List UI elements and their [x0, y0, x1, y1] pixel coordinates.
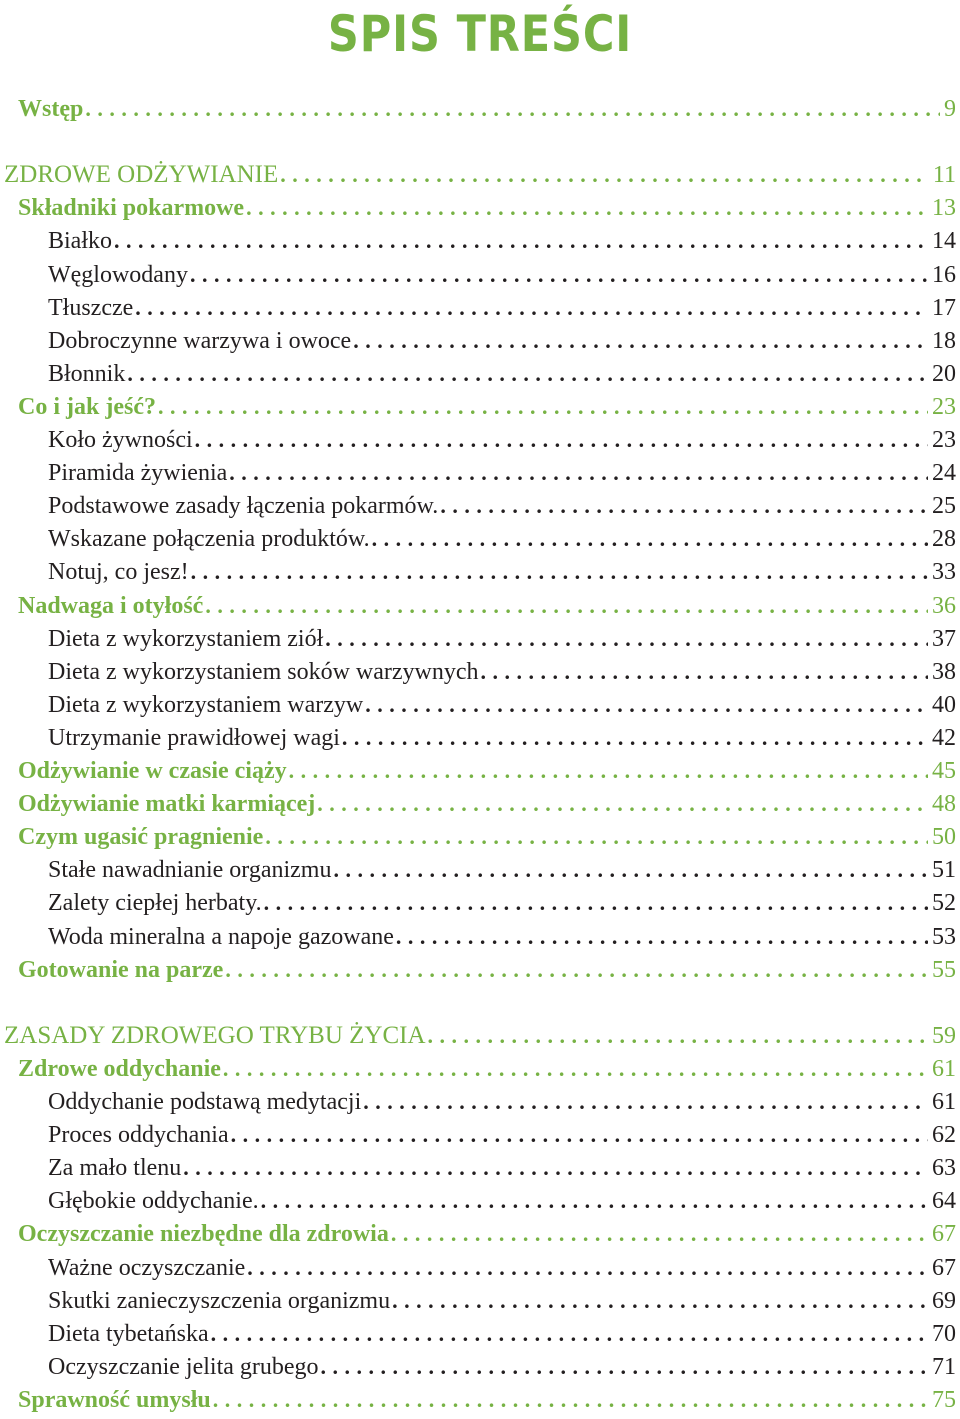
toc-entry-page-number: 70	[932, 1320, 956, 1347]
toc-entry[interactable]	[0, 456, 956, 489]
toc-entry[interactable]	[0, 92, 956, 125]
toc-entry[interactable]	[0, 258, 956, 291]
toc-entry-label: Wstęp	[18, 96, 84, 122]
dot-leader	[392, 1284, 928, 1317]
toc-entry[interactable]	[0, 655, 956, 688]
toc-entry-label: Notuj, co jesz!	[48, 559, 189, 586]
dot-leader	[481, 655, 928, 688]
toc-entry-label: Błonnik	[48, 360, 126, 387]
toc-entry-page-number: 9	[944, 96, 956, 122]
toc-entry-label: Dobroczynne warzywa i owoce	[48, 327, 352, 354]
dot-leader	[342, 721, 928, 754]
toc-entry[interactable]	[0, 589, 956, 622]
toc-entry-label: Odżywianie matki karmiącej	[18, 791, 316, 818]
toc-entry-page-number: 59	[932, 1022, 956, 1049]
toc-entry-label: ZDROWE ODŻYWIANIE	[4, 161, 279, 189]
toc-entry-page-number: 25	[932, 493, 956, 520]
toc-entry-label: Koło żywności	[48, 427, 193, 453]
dot-leader	[225, 953, 928, 986]
toc-entry-label: Zalety ciepłej herbaty.	[48, 890, 262, 917]
dot-leader	[229, 456, 928, 489]
dot-leader	[195, 423, 928, 456]
toc-entry-page-number: 62	[932, 1122, 956, 1149]
toc-entry[interactable]	[0, 357, 956, 390]
toc-entry-page-number: 23	[932, 427, 956, 453]
toc-entry-page-number: 18	[932, 327, 956, 354]
toc-entry-page-number: 14	[932, 228, 956, 255]
toc-entry-page-number: 52	[932, 890, 956, 917]
toc-entry[interactable]	[0, 721, 956, 754]
toc-entry[interactable]	[0, 920, 956, 953]
toc-entry[interactable]	[0, 1085, 956, 1118]
toc-entry-label: Głębokie oddychanie.	[48, 1188, 259, 1215]
toc-entry-page-number: 75	[932, 1386, 956, 1413]
toc-entry-page-number: 11	[932, 162, 956, 189]
dot-leader	[231, 1118, 928, 1151]
toc-entry[interactable]	[0, 555, 956, 588]
toc-entry-page-number: 42	[932, 724, 956, 751]
toc-entry-page-number: 64	[932, 1188, 956, 1215]
toc-entry-page-number: 50	[932, 824, 956, 851]
toc-entry-page-number: 23	[932, 393, 956, 420]
dot-leader	[213, 1383, 928, 1416]
toc-entry-page-number: 40	[932, 691, 956, 718]
toc-entry[interactable]	[0, 1284, 956, 1317]
toc-entry[interactable]	[0, 688, 956, 721]
toc-entry-label: Wskazane połączenia produktów.	[48, 526, 370, 553]
toc-entry-page-number: 61	[932, 1089, 956, 1115]
toc-entry[interactable]	[0, 787, 956, 820]
dot-leader	[280, 158, 929, 191]
toc-entry-label: Skutki zanieczyszczenia organizmu	[48, 1287, 391, 1314]
dot-leader	[205, 589, 928, 622]
toc-entry-label: Sprawność umysłu	[18, 1386, 211, 1413]
dot-leader	[325, 622, 928, 655]
toc-entry-label: Dieta tybetańska	[48, 1320, 209, 1347]
toc-entry[interactable]	[0, 1251, 956, 1284]
toc-entry[interactable]	[0, 1184, 956, 1217]
toc-entry-page-number: 48	[932, 791, 956, 818]
toc-entry[interactable]	[0, 953, 956, 986]
toc-entry[interactable]	[0, 1019, 956, 1052]
toc-entry-label: Białko	[48, 228, 112, 255]
toc-entry-label: Co i jak jeść?	[18, 393, 156, 420]
toc-entry-label: Węglowodany	[48, 261, 188, 288]
toc-entry[interactable]	[0, 754, 956, 787]
dot-leader	[223, 1052, 928, 1085]
toc-entry-page-number: 28	[932, 526, 956, 553]
toc-entry-label: Odżywianie w czasie ciąży	[18, 758, 287, 784]
dot-leader	[127, 357, 928, 390]
toc-entry-page-number: 17	[932, 294, 956, 321]
dot-leader	[365, 688, 928, 721]
page-title: SPIS TREŚCI	[327, 5, 633, 63]
toc-entry-label: Oddychanie podstawą medytacji	[48, 1089, 362, 1115]
toc-entry-label: Podstawowe zasady łączenia pokarmów.	[48, 493, 439, 520]
toc-entry[interactable]	[0, 853, 956, 886]
toc-entry[interactable]	[0, 1217, 956, 1250]
toc-entry[interactable]	[0, 1383, 956, 1416]
dot-leader	[372, 522, 928, 555]
dot-leader	[261, 1184, 928, 1217]
toc-entry-label: Czym ugasić pragnienie	[18, 824, 264, 851]
toc-entry[interactable]	[0, 390, 956, 423]
dot-leader	[428, 1019, 928, 1052]
dot-leader	[211, 1317, 928, 1350]
toc-entry[interactable]	[0, 1350, 956, 1383]
toc-entry-page-number: 16	[932, 261, 956, 288]
toc-entry[interactable]	[0, 191, 956, 224]
toc-entry-page-number: 45	[932, 758, 956, 784]
toc-entry-page-number: 71	[932, 1353, 956, 1380]
toc-entry[interactable]	[0, 291, 956, 324]
dot-leader	[191, 555, 928, 588]
dot-leader	[246, 191, 928, 224]
dot-leader	[264, 886, 928, 919]
toc-entry-label: Oczyszczanie jelita grubego	[48, 1353, 319, 1380]
toc-entry-label: Dieta z wykorzystaniem warzyw	[48, 691, 364, 718]
toc-entry-page-number: 38	[932, 658, 956, 685]
toc-entry-label: Gotowanie na parze	[18, 956, 224, 983]
toc-entry-label: Proces oddychania	[48, 1122, 229, 1149]
toc-entry[interactable]	[0, 622, 956, 655]
toc-entry-page-number: 33	[932, 559, 956, 586]
toc-entry-page-number: 51	[932, 857, 956, 884]
toc-entry-page-number: 24	[932, 460, 956, 487]
dot-leader	[247, 1251, 928, 1284]
dot-leader	[183, 1151, 928, 1184]
toc-entry-label: Zdrowe oddychanie	[18, 1055, 221, 1082]
toc-entry-label: Utrzymanie prawidłowej wagi	[48, 724, 340, 751]
toc-entry-page-number: 55	[932, 956, 956, 983]
dot-leader	[391, 1217, 928, 1250]
toc-entry-label: Składniki pokarmowe	[18, 195, 245, 222]
dot-leader	[190, 258, 928, 291]
toc-entry-page-number: 67	[932, 1254, 956, 1281]
toc-entry[interactable]	[0, 820, 956, 853]
dot-leader	[396, 920, 928, 953]
toc-entry[interactable]	[0, 158, 956, 191]
toc-entry[interactable]	[0, 1118, 956, 1151]
toc-entry-page-number: 53	[932, 923, 956, 950]
toc-entry-label: Stałe nawadnianie organizmu	[48, 857, 332, 884]
toc-entry[interactable]	[0, 224, 956, 257]
toc-entry[interactable]	[0, 1317, 956, 1350]
toc-entry-page-number: 63	[932, 1155, 956, 1182]
toc-entry[interactable]	[0, 324, 956, 357]
dot-leader	[317, 787, 928, 820]
dot-leader	[265, 820, 928, 853]
toc-entry-page-number: 69	[932, 1287, 956, 1314]
toc-entry-label: Oczyszczanie niezbędne dla zdrowia	[18, 1221, 389, 1248]
toc-entry-page-number: 61	[932, 1055, 956, 1082]
toc-entry-page-number: 36	[932, 592, 956, 619]
dot-leader	[363, 1085, 928, 1118]
toc-entry[interactable]	[0, 489, 956, 522]
dot-leader	[333, 853, 928, 886]
toc-entry-label: Ważne oczyszczanie	[48, 1254, 246, 1281]
toc-entry-label: Dieta z wykorzystaniem ziół	[48, 625, 324, 652]
toc-entry-page-number: 67	[932, 1221, 956, 1248]
toc-entry-label: Nadwaga i otyłość	[18, 592, 204, 619]
dot-leader	[85, 92, 940, 125]
dot-leader	[321, 1350, 928, 1383]
toc-entry[interactable]	[0, 423, 956, 456]
dot-leader	[158, 390, 928, 423]
toc-entry-page-number: 37	[932, 625, 956, 652]
toc-entry[interactable]	[0, 886, 956, 919]
toc-entry-page-number: 20	[932, 360, 956, 387]
toc-entry-label: Piramida żywienia	[48, 460, 228, 487]
dot-leader	[353, 324, 928, 357]
dot-leader	[114, 224, 928, 257]
dot-leader	[135, 291, 928, 324]
dot-leader	[440, 489, 928, 522]
toc-entry[interactable]	[0, 1151, 956, 1184]
toc-entry-label: Tłuszcze	[48, 294, 134, 321]
dot-leader	[289, 754, 928, 787]
toc-entry[interactable]	[0, 1052, 956, 1085]
toc-entry-label: ZASADY ZDROWEGO TRYBU ŻYCIA	[4, 1021, 426, 1049]
toc-entry-label: Za mało tlenu	[48, 1155, 182, 1182]
toc-entry-label: Dieta z wykorzystaniem soków warzywnych	[48, 658, 479, 685]
toc-entry-label: Woda mineralna a napoje gazowane	[48, 923, 394, 950]
toc-entry[interactable]	[0, 522, 956, 555]
toc-entry-page-number: 13	[932, 195, 956, 222]
